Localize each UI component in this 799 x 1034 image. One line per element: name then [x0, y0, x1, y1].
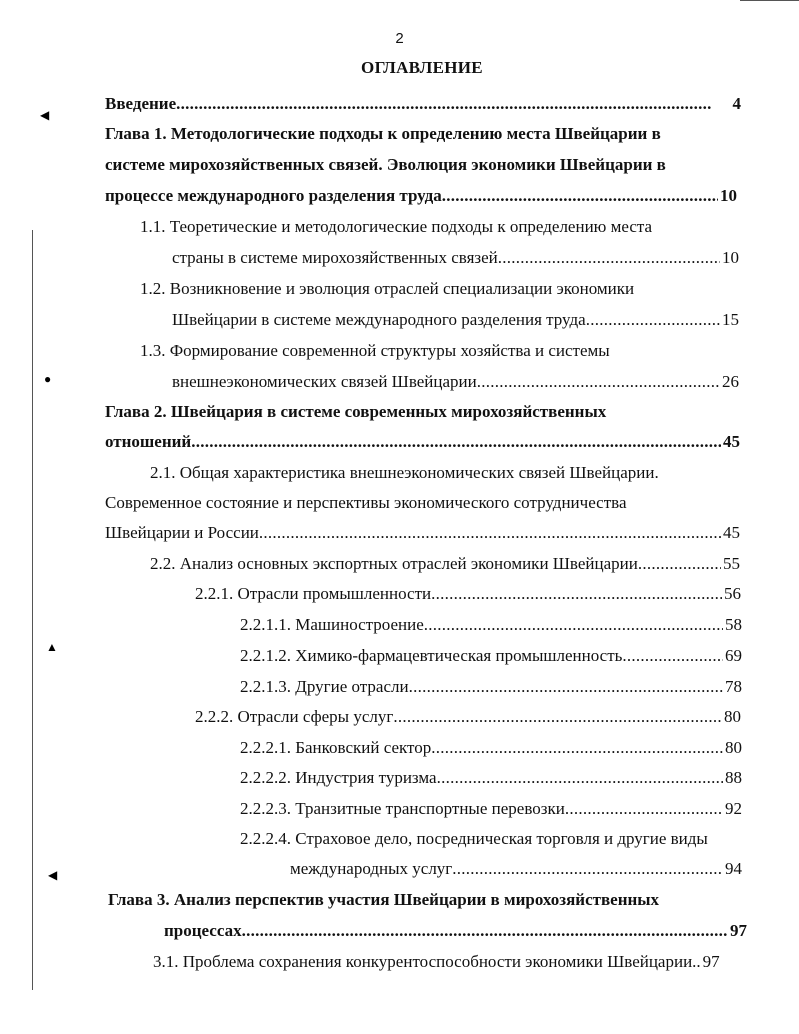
toc-entry-2-1-line-3[interactable]	[105, 521, 740, 545]
toc-entry-text: 2.2.2.1. Банковский сектор	[240, 738, 432, 757]
toc-page-number: 97	[730, 921, 747, 940]
dot-leader	[259, 521, 721, 545]
dot-leader	[409, 675, 723, 699]
dot-leader	[242, 919, 728, 943]
toc-page-number: 92	[725, 799, 742, 818]
toc-entry-text: 2.2. Анализ основных экспортных отраслей экономики Швейцарии	[150, 554, 638, 573]
toc-entry-text: 2.2.1.3. Другие отрасли	[240, 677, 409, 696]
toc-entry-text: 3.1. Проблема сохранения конкурентоспособности экономики Швейцарии..	[153, 952, 701, 971]
toc-entry-2-1-line-2[interactable]: Современное состояние и перспективы экономического сотрудничества	[105, 493, 627, 512]
toc-entry-3-1[interactable]	[153, 950, 747, 974]
toc-page-number: 4	[732, 94, 741, 113]
toc-entry-text: страны в системе мирохозяйственных связей	[172, 248, 498, 267]
scan-edge-top-line	[740, 0, 799, 1]
toc-entry-text: внешнеэкономических связей Швейцарии	[172, 372, 477, 391]
toc-entry-2-2[interactable]	[150, 552, 740, 576]
dot-leader	[191, 430, 721, 454]
toc-entry-2-2-2-4-line-1[interactable]: 2.2.2.4. Страховое дело, посредническая торговля и другие виды	[240, 829, 708, 848]
toc-entry-text: процессе международного разделения труда	[105, 186, 442, 205]
dot-leader	[393, 705, 722, 729]
dot-leader	[565, 797, 723, 821]
dot-leader	[431, 736, 723, 760]
toc-entry-2-2-1[interactable]	[195, 582, 741, 606]
toc-entry-2-2-1-3[interactable]	[240, 675, 742, 699]
toc-page-number: 15	[722, 310, 739, 329]
toc-page-number: 55	[723, 554, 740, 573]
dot-leader	[622, 644, 723, 668]
toc-entry-text: 2.2.2. Отрасли сферы услуг	[195, 707, 394, 726]
toc-entry-2-2-1-2[interactable]	[240, 644, 742, 668]
toc-page-number: 80	[724, 707, 741, 726]
toc-entry-2-2-2-1[interactable]	[240, 736, 742, 760]
dot-leader	[442, 184, 718, 208]
dot-leader	[176, 92, 730, 116]
binder-mark-icon: ●	[44, 372, 52, 386]
toc-page-number: 45	[723, 432, 740, 451]
toc-entry-text: 2.2.1. Отрасли промышленности	[195, 584, 432, 603]
dot-leader	[424, 613, 723, 637]
toc-entry-intro[interactable]	[105, 92, 741, 116]
scan-edge-line	[32, 230, 33, 990]
toc-page-number: 56	[724, 584, 741, 603]
toc-entry-text: Введение	[105, 94, 177, 113]
toc-page-number: 78	[725, 677, 742, 696]
dot-leader	[431, 582, 722, 606]
toc-entry-1-1-line-2[interactable]	[172, 246, 739, 270]
toc-entry-2-2-1-1[interactable]	[240, 613, 742, 637]
toc-entry-2-2-2-3[interactable]	[240, 797, 742, 821]
dot-leader	[638, 552, 721, 576]
toc-entry-1-3-line-2[interactable]	[172, 370, 739, 394]
toc-entry-2-2-2-2[interactable]	[240, 766, 742, 790]
toc-page-number: 88	[725, 768, 742, 787]
binder-mark-icon: ◀	[40, 108, 50, 122]
page-number: 2	[395, 30, 404, 47]
toc-entry-text: 2.2.2.3. Транзитные транспортные перевозки	[240, 799, 565, 818]
toc-entry-chapter-2-line-2[interactable]	[105, 430, 740, 454]
dot-leader	[452, 857, 723, 881]
toc-entry-text: 2.2.1.2. Химико-фармацевтическая промышленность	[240, 646, 623, 665]
toc-entry-1-2-line-1[interactable]: 1.2. Возникновение и эволюция отраслей специализации экономики	[140, 279, 635, 298]
toc-page-number: 94	[725, 859, 742, 878]
toc-entry-chapter-2-line-1[interactable]: Глава 2. Швейцария в системе современных мирохозяйственных	[105, 402, 607, 421]
binder-mark-icon: ◀	[48, 868, 58, 882]
toc-page-number: 10	[722, 248, 739, 267]
toc-entry-text: Швейцарии в системе международного разделения труда	[172, 310, 586, 329]
toc-entry-text: отношений	[105, 432, 192, 451]
toc-page-number: 80	[725, 738, 742, 757]
toc-entry-chapter-1-line-2[interactable]: системе мирохозяйственных связей. Эволюция экономики Швейцарии в	[105, 155, 666, 174]
toc-entry-text: 2.2.1.1. Машиностроение	[240, 615, 424, 634]
toc-entry-2-1-line-1[interactable]: 2.1. Общая характеристика внешнеэкономических связей Швейцарии.	[150, 463, 659, 482]
dot-leader	[586, 308, 720, 332]
dot-leader	[498, 246, 720, 270]
toc-page-number: 69	[725, 646, 742, 665]
toc-entry-chapter-1-line-3[interactable]	[105, 184, 737, 208]
toc-page-number: 97	[702, 952, 720, 971]
toc-page-number: 58	[725, 615, 742, 634]
toc-entry-text: международных услуг	[290, 859, 453, 878]
toc-entry-chapter-1-line-1[interactable]: Глава 1. Методологические подходы к определению места Швейцарии в	[105, 124, 661, 143]
toc-entry-text: Швейцарии и России	[105, 523, 259, 542]
dot-leader	[437, 766, 723, 790]
toc-entry-2-2-2-4-line-2[interactable]	[290, 857, 742, 881]
toc-entry-1-2-line-2[interactable]	[172, 308, 739, 332]
dot-leader	[477, 370, 720, 394]
toc-entry-1-3-line-1[interactable]: 1.3. Формирование современной структуры хозяйства и системы	[140, 341, 610, 360]
toc-entry-text: 2.2.2.2. Индустрия туризма	[240, 768, 437, 787]
toc-entry-chapter-3-line-1[interactable]: Глава 3. Анализ перспектив участия Швейцарии в мирохозяйственных	[108, 890, 660, 909]
binder-mark-icon: ▲	[46, 640, 58, 654]
toc-page-number: 45	[723, 523, 740, 542]
toc-title: ОГЛАВЛЕНИЕ	[361, 58, 483, 77]
toc-page-number: 26	[722, 372, 739, 391]
toc-entry-text: процессах	[164, 921, 242, 940]
toc-entry-1-1-line-1[interactable]: 1.1. Теоретические и методологические подходы к определению места	[140, 217, 653, 236]
toc-page-number: 10	[720, 186, 737, 205]
toc-entry-2-2-2[interactable]	[195, 705, 741, 729]
toc-entry-chapter-3-line-2[interactable]	[164, 919, 747, 943]
